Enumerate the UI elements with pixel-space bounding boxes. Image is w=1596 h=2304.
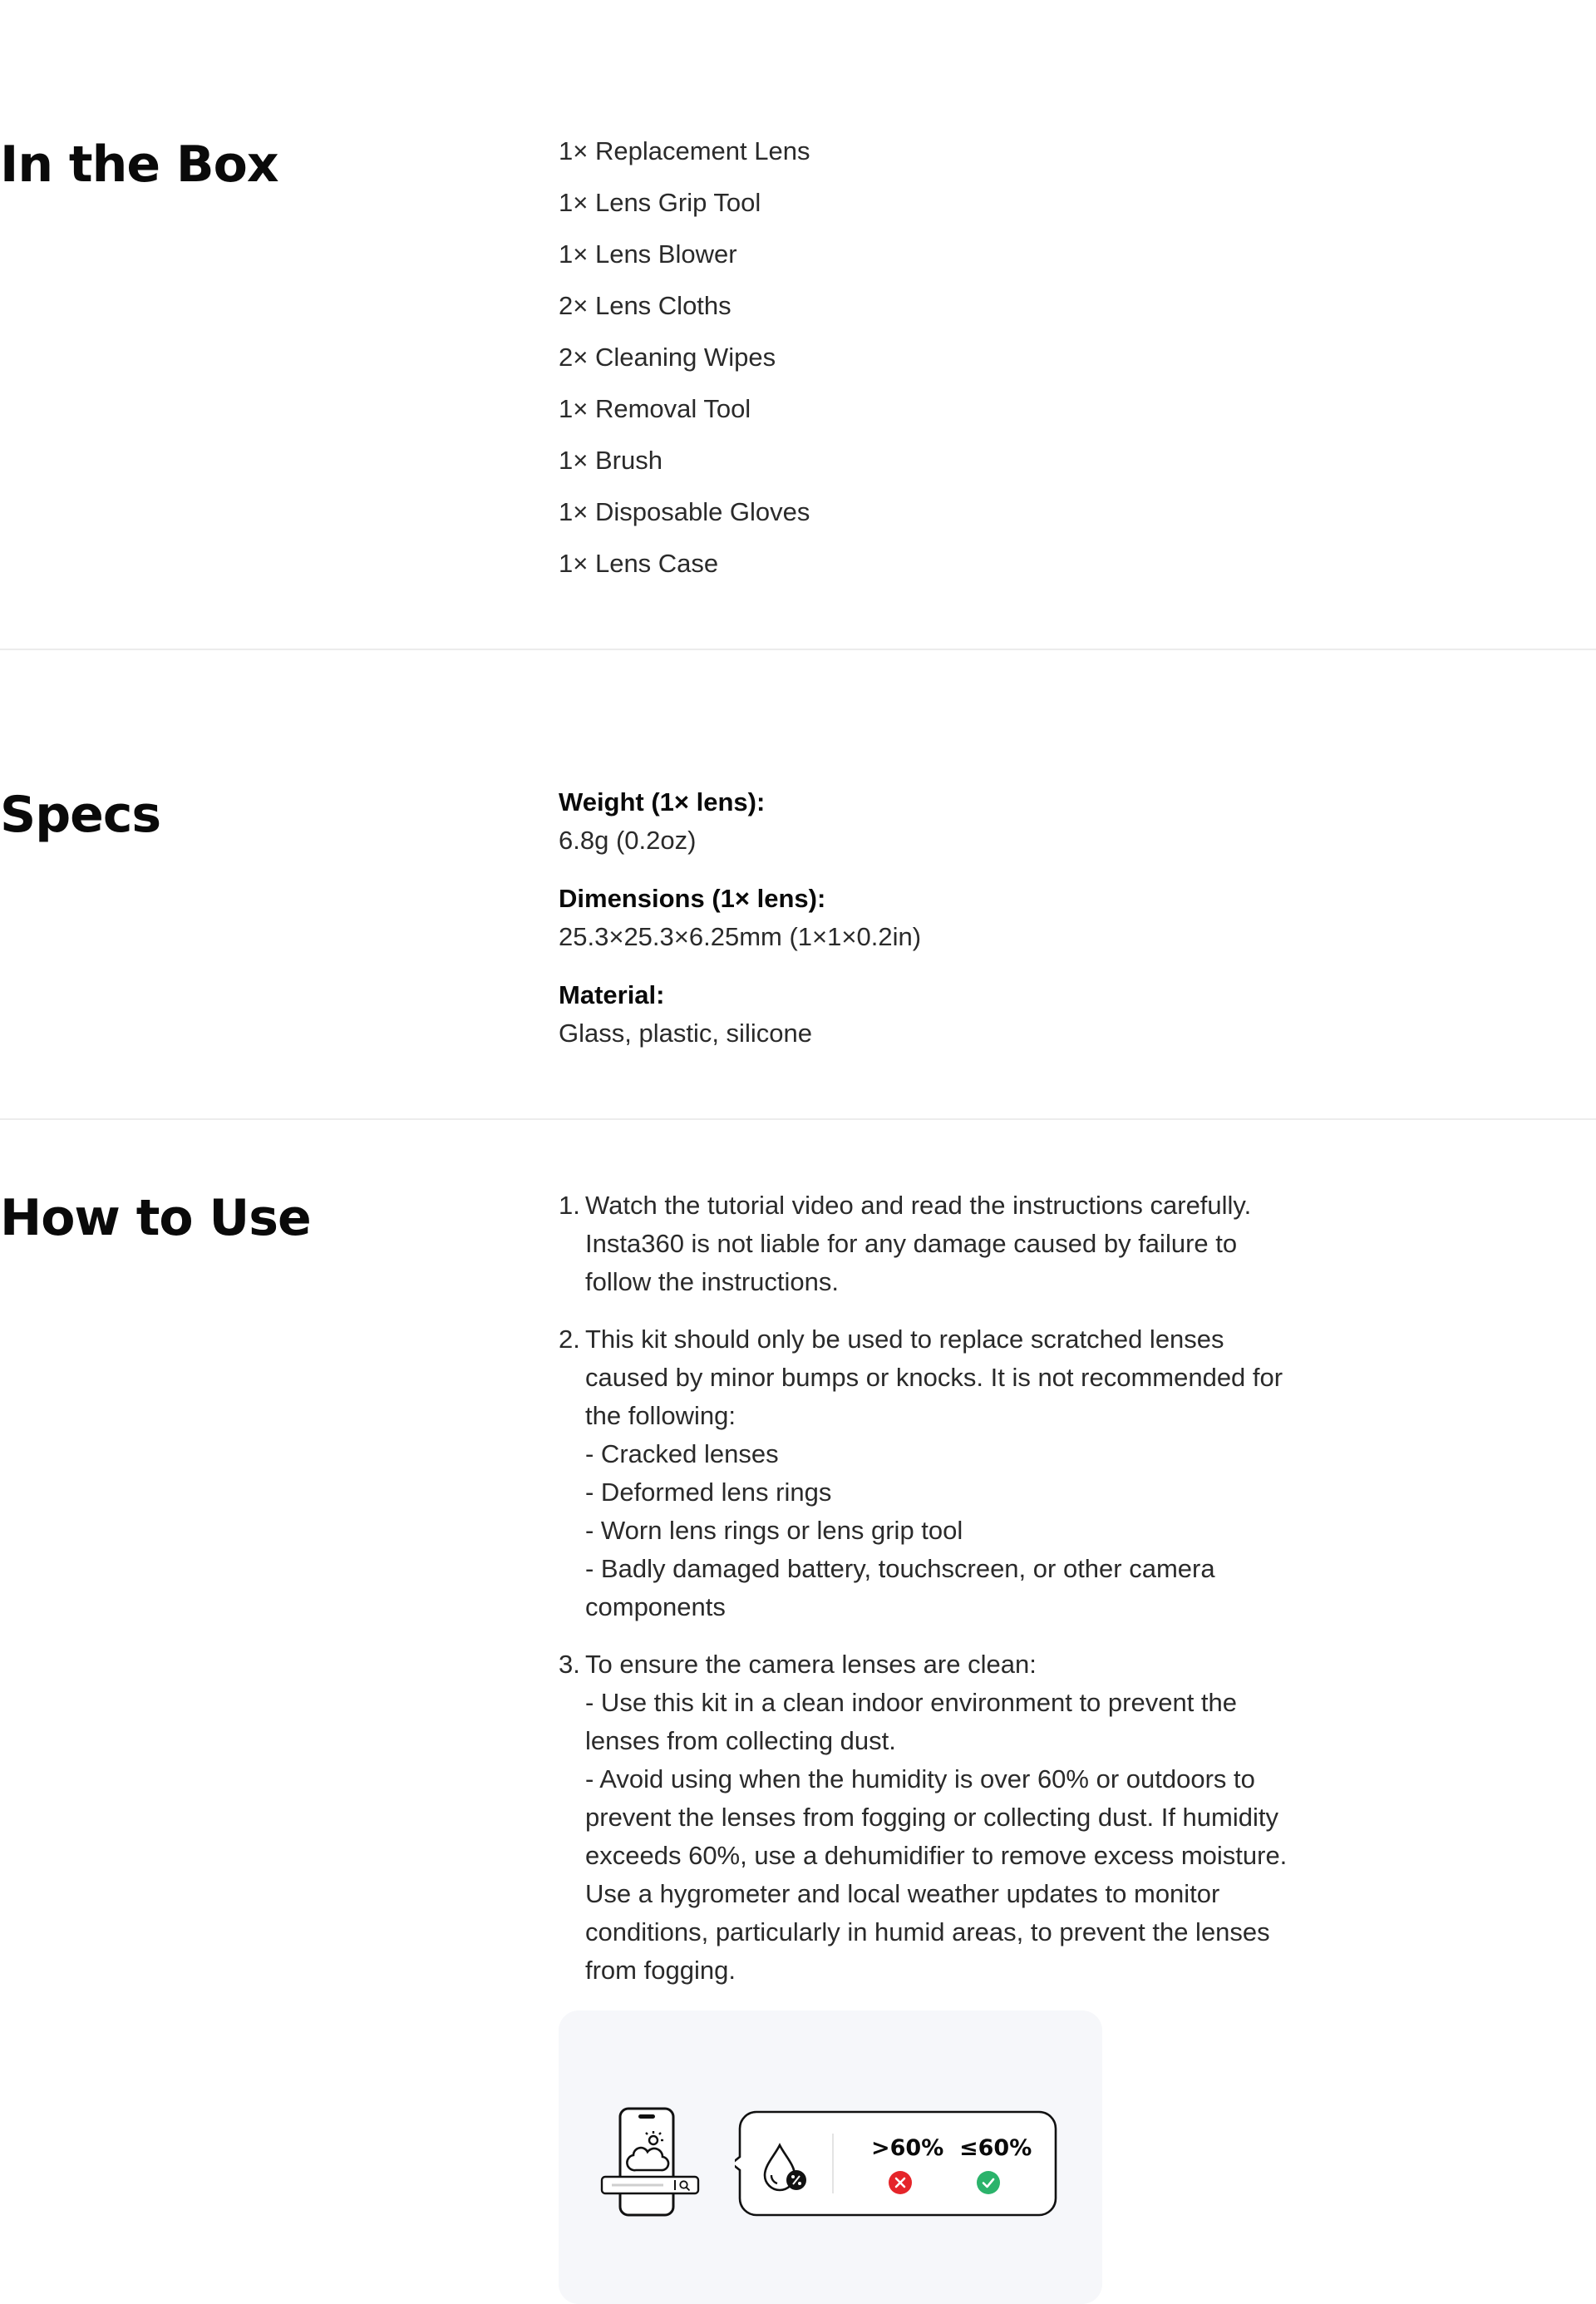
step-line: - Use this kit in a clean indoor environment to prevent the	[585, 1688, 1238, 1717]
step-line: exceeds 60%, use a dehumidifier to remove excess moisture.	[585, 1841, 1288, 1870]
step-line: Use a hygrometer and local weather updates to monitor	[585, 1879, 1220, 1908]
spec-material	[559, 976, 812, 1053]
spec-weight	[559, 783, 765, 860]
list-item: 1× Disposable Gloves	[559, 497, 810, 526]
how-to-use-title: How to Use	[0, 1189, 311, 1247]
step-line: To ensure the camera lenses are clean:	[585, 1650, 1037, 1679]
step-line: prevent the lenses from fogging or collecting dust. If humidity	[585, 1803, 1278, 1832]
phone-weather-icon	[600, 2107, 700, 2220]
step-line: the following:	[585, 1401, 736, 1430]
step-number: 3.	[559, 1650, 580, 1679]
in-the-box-section	[0, 0, 1596, 650]
list-item: 1× Removal Tool	[559, 394, 751, 423]
step-line: lenses from collecting dust.	[585, 1726, 896, 1755]
list-item: 1× Lens Blower	[559, 239, 737, 269]
step-item	[559, 1320, 1307, 1626]
step-line: from fogging.	[585, 1956, 736, 1985]
step-number: 1.	[559, 1191, 580, 1220]
cross-circle-icon	[888, 2170, 913, 2195]
step-line: conditions, particularly in humid areas, to prevent the lenses	[585, 1917, 1270, 1946]
step-number: 2.	[559, 1325, 580, 1354]
specs-title: Specs	[0, 786, 161, 844]
step-line: follow the instructions.	[585, 1267, 839, 1296]
check-circle-icon	[976, 2170, 1001, 2195]
list-item: 2× Lens Cloths	[559, 291, 732, 320]
humidity-card	[559, 2010, 1102, 2304]
step-line: - Deformed lens rings	[585, 1478, 832, 1507]
spec-value: Glass, plastic, silicone	[559, 1019, 812, 1048]
step-line: - Cracked lenses	[585, 1439, 779, 1468]
step-line: - Avoid using when the humidity is over 60% or outdoors to	[585, 1764, 1255, 1793]
step-line: Watch the tutorial video and read the instructions carefully.	[585, 1191, 1252, 1220]
humidity-bubble	[735, 2110, 1057, 2217]
list-item: 1× Replacement Lens	[559, 136, 810, 165]
search-icon	[678, 2179, 692, 2193]
in-the-box-list	[559, 133, 810, 597]
humidity-drop-icon	[760, 2142, 811, 2193]
humidity-above-label: >60%	[871, 2135, 944, 2161]
step-line: Insta360 is not liable for any damage caused by failure to	[585, 1229, 1238, 1258]
spec-label: Material:	[559, 980, 665, 1009]
step-line: - Worn lens rings or lens grip tool	[585, 1516, 963, 1545]
list-item: 1× Lens Case	[559, 549, 719, 578]
step-line: This kit should only be used to replace scratched lenses	[585, 1325, 1224, 1354]
step-item	[559, 1645, 1307, 1990]
list-item: 2× Cleaning Wipes	[559, 343, 776, 372]
in-the-box-title: In the Box	[0, 136, 278, 194]
spec-label: Weight (1× lens):	[559, 787, 766, 817]
list-item: 1× Lens Grip Tool	[559, 188, 761, 217]
specs-section	[0, 650, 1596, 1119]
humidity-below-label: ≤60%	[959, 2135, 1032, 2161]
list-item: 1× Brush	[559, 446, 663, 475]
spec-dimensions	[559, 880, 921, 956]
spec-value: 6.8g (0.2oz)	[559, 826, 697, 855]
step-line: - Badly damaged battery, touchscreen, or other camera	[585, 1554, 1215, 1583]
step-line: caused by minor bumps or knocks. It is not recommended for	[585, 1363, 1283, 1392]
spec-value: 25.3×25.3×6.25mm (1×1×0.2in)	[559, 922, 922, 951]
how-to-use-steps	[559, 1187, 1307, 2009]
step-item	[559, 1187, 1307, 1301]
spec-label: Dimensions (1× lens):	[559, 884, 826, 913]
step-line: components	[585, 1592, 726, 1621]
